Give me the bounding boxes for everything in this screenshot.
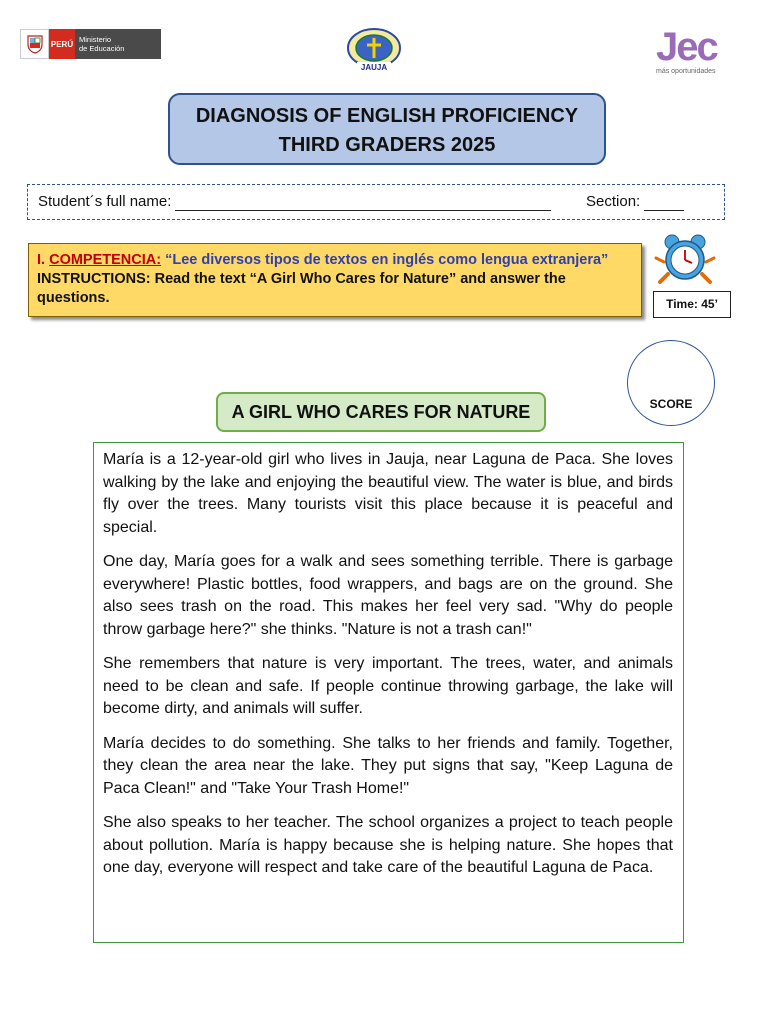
reading-paragraph: One day, María goes for a walk and sees something terrible. There is garbage everywhere! Plastic bottles, food wrappers, and bags are on the ground. She also sees trash on the road. This makes her feel very sad. "Why do people throw garbage here?" she thinks. "Nature is not a trash can!": [103, 553, 673, 638]
section-label: Section:: [586, 193, 641, 210]
exam-title: [168, 93, 606, 165]
reading-paragraph: María decides to do something. She talks to her friends and family. Together, they clean the area near the lake. They put signs that say, "Keep Laguna de Paca Clean!" and "Take Your Trash Home!": [103, 734, 673, 797]
reading-text-box: [93, 442, 684, 943]
student-name-label: Student´s full name:: [38, 193, 172, 210]
alarm-clock-icon: [652, 232, 718, 290]
title-line-2: THIRD GRADERS 2025: [278, 134, 496, 156]
competencia-line: [37, 251, 633, 270]
reading-paragraph: She also speaks to her teacher. The school organizes a project to teach people about pollution. María is happy because she is helping nature. She hopes that one day, everyone will respect and take care of the beautiful Laguna de Paca.: [103, 814, 673, 876]
reading-paragraph: María is a 12-year-old girl who lives in Jauja, near Laguna de Paca. She loves walking by the lake and enjoying the beautiful view. The water is blue, and birds fly over the trees. Many tourists visit this place because it is peaceful and special.: [103, 451, 673, 536]
student-name-field[interactable]: [175, 210, 551, 211]
time-limit-box: Time: 45’: [653, 291, 731, 318]
instructions-line-1: INSTRUCTIONS: Read the text “A Girl Who Cares for Nature” and answer the: [37, 271, 566, 287]
ministry-name: [75, 29, 161, 59]
reading-title: A GIRL WHO CARES FOR NATURE: [216, 392, 546, 432]
competencia-label: COMPETENCIA:: [49, 252, 162, 268]
jec-logo: Jec: [656, 25, 717, 69]
score-circle[interactable]: SCORE: [627, 340, 715, 426]
section-field[interactable]: [644, 210, 684, 211]
ministry-line-1: Ministerio: [79, 35, 112, 44]
seal-text: JAUJA: [360, 63, 388, 72]
jec-tagline: más oportunidades: [656, 68, 716, 75]
competencia-box: [28, 243, 642, 317]
minedu-logo: [20, 29, 161, 59]
student-info-box: [27, 184, 725, 220]
peru-label: PERÚ: [49, 29, 75, 59]
title-line-1: DIAGNOSIS OF ENGLISH PROFICIENCY: [195, 105, 579, 127]
instructions-line-2: questions.: [37, 290, 110, 306]
peru-shield-icon: [20, 29, 49, 59]
reading-paragraph: She remembers that nature is very important. The trees, water, and animals need to be clean and safe. If people continue throwing garbage, the lake will become dirty, and animals will suffer.: [103, 655, 673, 717]
school-seal-logo: [343, 26, 405, 74]
ministry-line-2: de Educación: [79, 44, 125, 53]
competencia-number: I.: [37, 252, 50, 268]
competencia-quote: “Lee diversos tipos de textos en inglés como lengua extranjera”: [165, 252, 609, 268]
